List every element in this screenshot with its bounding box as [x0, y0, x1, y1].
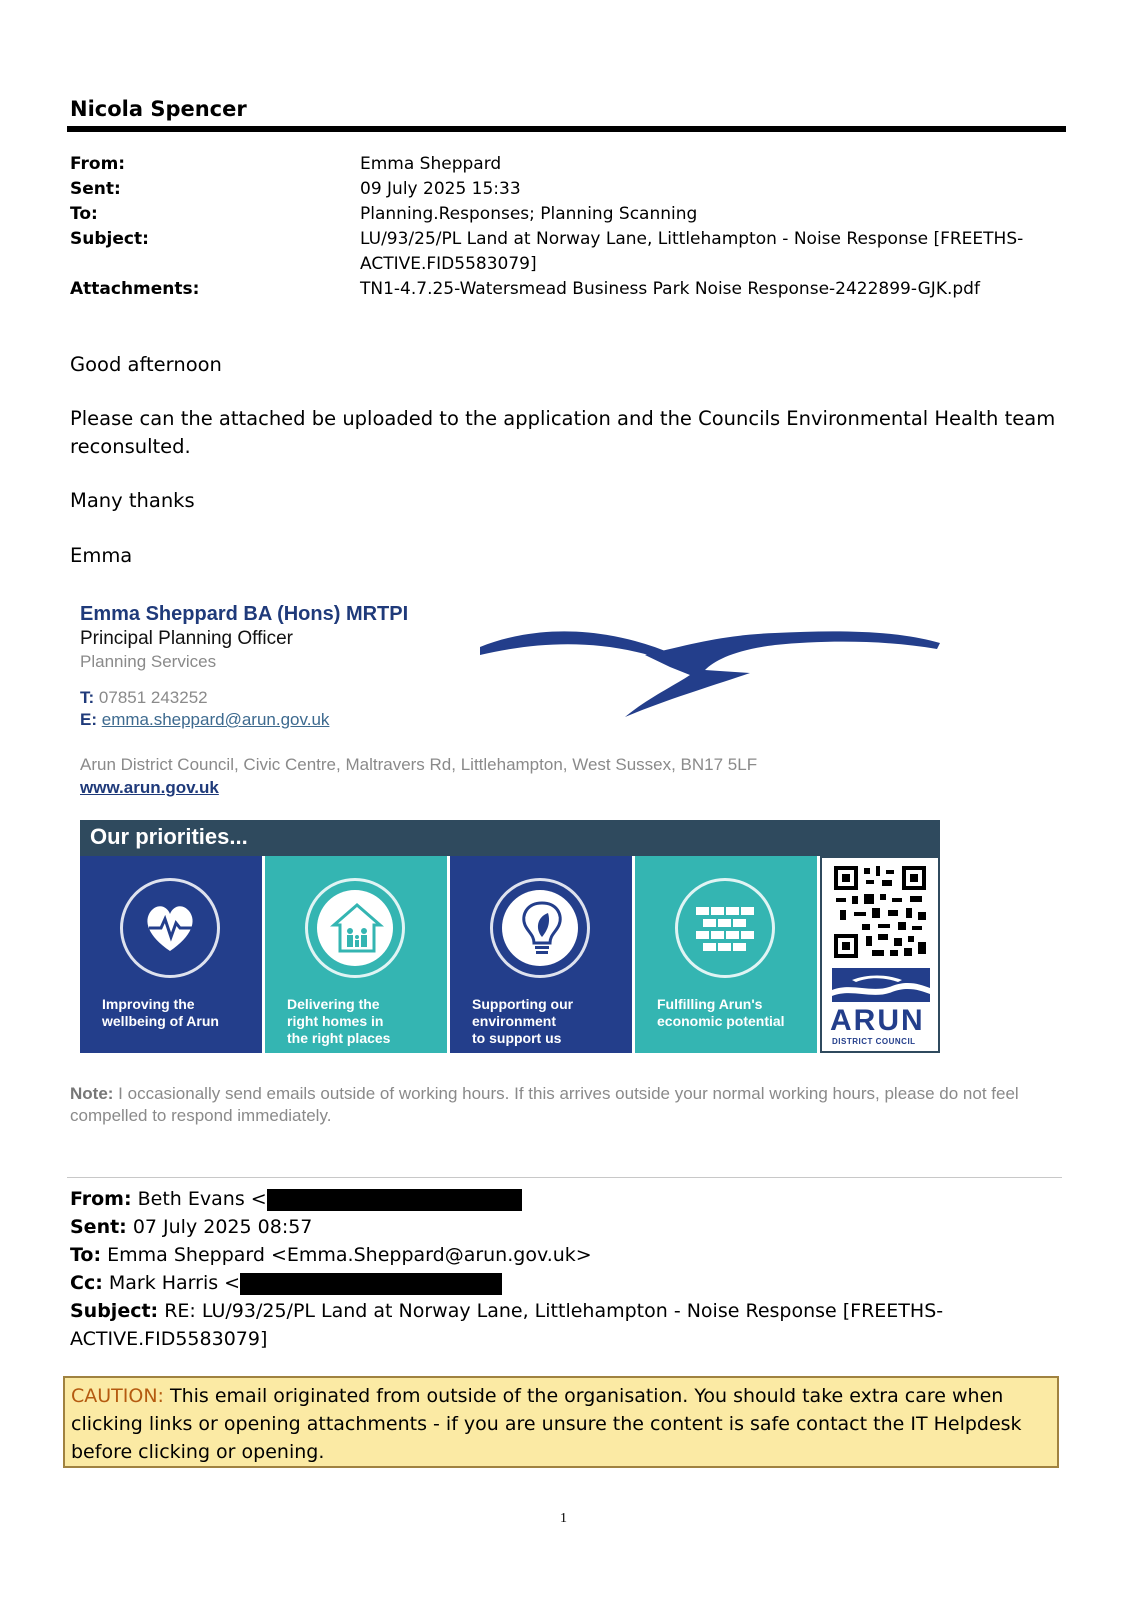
arun-logo-text: ARUN — [830, 1004, 925, 1037]
header-attachments-label: Attachments: — [70, 279, 200, 299]
attachment-link[interactable]: TN1-4.7.25-Watersmead Business Park Noise Response-2422899-GJK.pdf — [360, 279, 980, 299]
greeting: Good afternoon — [70, 353, 222, 376]
prev-sent-row — [70, 1213, 1070, 1241]
tile-line: to support us — [472, 1030, 562, 1046]
tile-line: Improving the — [102, 996, 195, 1012]
header-subject-row — [70, 227, 1070, 277]
signature-email — [80, 710, 329, 730]
document-owner: Nicola Spencer — [70, 97, 247, 121]
phone-number: 07851 243252 — [98, 688, 208, 707]
note-text: I occasionally send emails outside of working hours. If this arrives outside your normal working hours, please do not feel compelled to respond immediately. — [70, 1084, 1019, 1125]
brick-wall-icon — [696, 907, 756, 952]
priorities-banner — [80, 820, 940, 1053]
arun-logo-subtext: DISTRICT COUNCIL — [832, 1037, 916, 1046]
priority-tiles — [80, 856, 940, 1053]
owner-divider — [67, 126, 1066, 132]
body-paragraph: Please can the attached be uploaded to the application and the Councils Environmental Health team reconsulted. — [70, 407, 1056, 458]
prev-cc-label: Cc: — [70, 1272, 103, 1294]
bird-logo-icon — [475, 615, 945, 720]
prev-subject-row — [70, 1297, 1070, 1353]
header-sent-value: 09 July 2025 15:33 — [360, 179, 521, 199]
header-sent-label: Sent: — [70, 179, 121, 199]
brick-wall-icon — [675, 878, 775, 978]
working-hours-note — [70, 1083, 1050, 1127]
tile-line: the right places — [287, 1030, 391, 1046]
prev-cc-row — [70, 1269, 1070, 1297]
tile-line: Fulfilling Arun's — [657, 996, 763, 1012]
tile-line: Supporting our — [472, 996, 574, 1012]
header-sent-row — [70, 177, 1070, 202]
leaf-bulb-icon — [515, 899, 570, 959]
external-email-caution — [63, 1376, 1059, 1468]
house-icon — [305, 878, 405, 978]
prev-to-value: Emma Sheppard <Emma.Sheppard@arun.gov.uk> — [101, 1244, 592, 1266]
signature-name: Emma Sheppard BA (Hons) MRTPI — [80, 603, 409, 625]
signature-department: Planning Services — [80, 652, 217, 671]
caution-text: This email originated from outside of the organisation. You should take extra care when clicking links or opening attachments - if you are unsure the content is safe contact the IT Helpdesk before clicking or opening. — [71, 1385, 1022, 1463]
phone-label: T: — [80, 688, 95, 707]
priority-tile-environment — [450, 856, 635, 1053]
tile-label — [472, 996, 573, 1047]
signature-title: Principal Planning Officer — [80, 628, 293, 649]
email-link[interactable]: emma.sheppard@arun.gov.uk — [101, 710, 330, 729]
tile-label — [102, 996, 219, 1030]
signoff: Emma — [70, 544, 133, 567]
prev-subject-value: RE: LU/93/25/PL Land at Norway Lane, Littlehampton - Noise Response [FREETHS-ACTIVE.FID5583079] — [70, 1300, 944, 1350]
caution-label: CAUTION: — [71, 1385, 164, 1407]
header-from-row — [70, 152, 1070, 177]
prev-from-value: Beth Evans < — [131, 1188, 267, 1210]
tile-line: right homes in — [287, 1013, 384, 1029]
prev-from-label: From: — [70, 1188, 132, 1210]
website-link[interactable]: www.arun.gov.uk — [80, 778, 219, 797]
prev-from-row — [70, 1185, 1070, 1213]
header-attachments-row — [70, 277, 1070, 302]
prev-to-row — [70, 1241, 1070, 1269]
email-header — [70, 152, 1070, 302]
prev-subject-label: Subject: — [70, 1300, 159, 1322]
previous-email-header — [70, 1185, 1070, 1353]
priority-tile-economy — [635, 856, 820, 1053]
tile-label — [657, 996, 785, 1030]
header-from-value: Emma Sheppard — [360, 154, 502, 174]
reply-separator — [67, 1177, 1062, 1178]
heart-icon — [143, 901, 198, 956]
lightbulb-icon — [490, 878, 590, 978]
redaction-bar — [240, 1273, 502, 1295]
header-to-value: Planning.Responses; Planning Scanning — [360, 204, 698, 224]
thanks-line: Many thanks — [70, 489, 195, 512]
signature-phone — [80, 688, 208, 708]
tile-line: Delivering the — [287, 996, 380, 1012]
priority-tile-homes — [265, 856, 450, 1053]
header-to-label: To: — [70, 204, 98, 224]
header-subject-value: LU/93/25/PL Land at Norway Lane, Littlehampton - Noise Response [FREETHS-ACTIVE.FID5583079] — [360, 229, 1024, 274]
tile-line: wellbeing of Arun — [102, 1013, 219, 1029]
tile-label — [287, 996, 390, 1047]
email-label: E: — [80, 710, 97, 729]
prev-cc-value: Mark Harris < — [102, 1272, 241, 1294]
banner-title: Our priorities... — [90, 824, 248, 849]
heart-icon — [120, 878, 220, 978]
page-number: 1 — [560, 1511, 567, 1526]
prev-sent-label: Sent: — [70, 1216, 127, 1238]
redaction-bar — [267, 1189, 522, 1211]
note-label: Note: — [70, 1084, 114, 1103]
family-icon — [330, 901, 385, 956]
tile-line: economic potential — [657, 1013, 785, 1029]
prev-to-label: To: — [70, 1244, 102, 1266]
priority-tile-wellbeing — [80, 856, 265, 1053]
arun-waves-icon — [832, 968, 930, 1002]
signature-address: Arun District Council, Civic Centre, Maltravers Rd, Littlehampton, West Sussex, BN17 5LF — [80, 755, 758, 774]
header-from-label: From: — [70, 154, 126, 174]
qr-code-icon[interactable] — [832, 864, 928, 960]
header-subject-label: Subject: — [70, 229, 149, 249]
arun-logo-tile — [820, 856, 940, 1053]
tile-line: environment — [472, 1013, 557, 1029]
header-to-row — [70, 202, 1070, 227]
prev-sent-value: 07 July 2025 08:57 — [126, 1216, 313, 1238]
